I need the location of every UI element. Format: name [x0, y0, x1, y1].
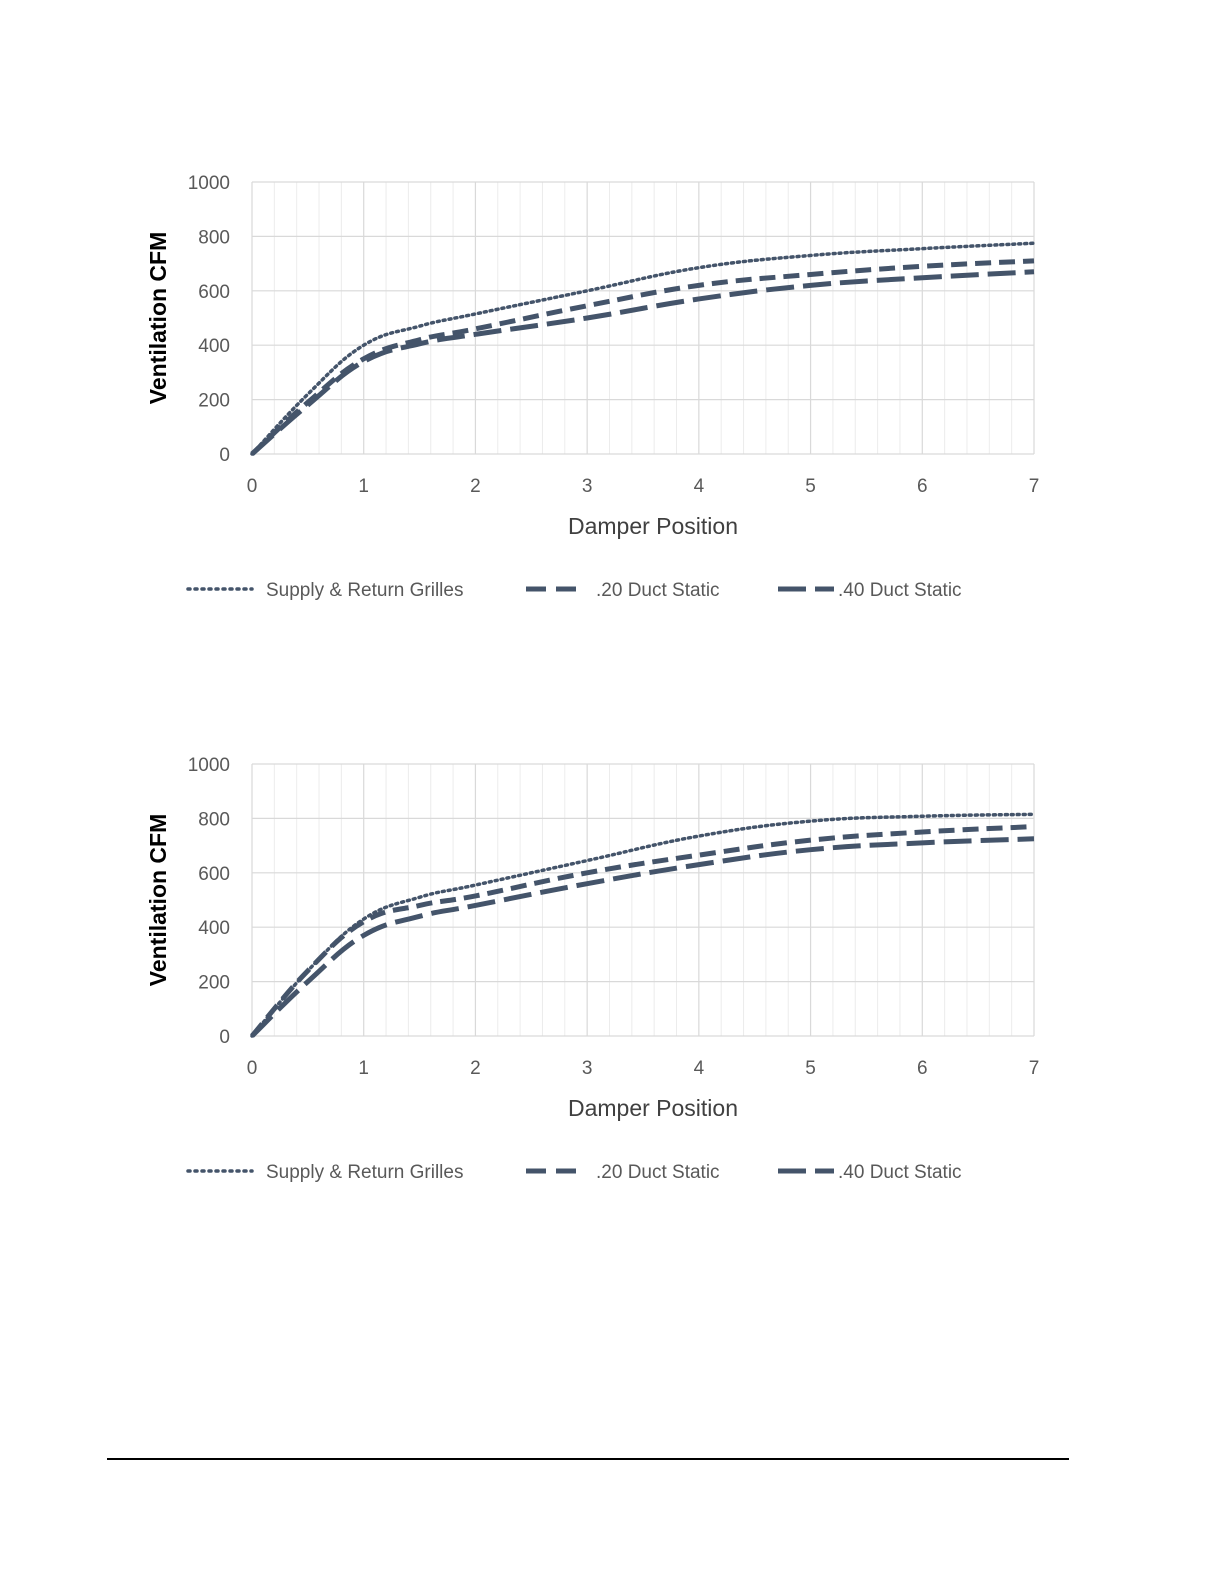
y-axis-title: Ventilation CFM — [145, 813, 171, 987]
series-line-1 — [252, 814, 1034, 1036]
chart-2-svg — [0, 722, 1224, 1282]
legend-label-1: Supply & Return Grilles — [266, 580, 464, 601]
y-tick-label: 200 — [198, 390, 230, 412]
y-axis-title: Ventilation CFM — [145, 231, 171, 405]
x-tick-label: 7 — [1028, 476, 1040, 497]
x-tick-label: 4 — [693, 476, 705, 497]
x-tick-label: 5 — [805, 476, 816, 497]
series-line-3 — [252, 272, 1034, 454]
chart-2 — [0, 722, 1224, 1282]
legend-label-1: Supply & Return Grilles — [266, 1162, 464, 1183]
x-tick-label: 0 — [246, 1058, 258, 1079]
legend-label-2: .20 Duct Static — [596, 1162, 720, 1183]
legend-label-2: .20 Duct Static — [596, 580, 720, 601]
x-axis-title: Damper Position — [567, 513, 739, 539]
y-tick-label: 400 — [198, 336, 230, 358]
y-tick-label: 0 — [219, 1027, 230, 1048]
y-tick-label: 1000 — [187, 755, 230, 776]
y-tick-label: 800 — [198, 227, 230, 249]
chart-1 — [0, 140, 1224, 700]
series-line-1 — [252, 243, 1034, 454]
x-tick-label: 3 — [581, 1058, 593, 1079]
legend-label-3: .40 Duct Static — [838, 580, 962, 601]
x-tick-label: 5 — [805, 1058, 816, 1079]
footer-rule — [107, 1458, 1069, 1460]
x-tick-label: 1 — [358, 1058, 370, 1079]
y-tick-label: 1000 — [187, 173, 230, 194]
y-tick-label: 600 — [198, 281, 230, 303]
y-tick-label: 200 — [198, 972, 230, 994]
x-tick-label: 1 — [358, 476, 370, 497]
x-axis-title: Damper Position — [567, 1095, 739, 1121]
y-tick-label: 0 — [219, 445, 230, 466]
y-tick-label: 400 — [198, 918, 230, 940]
series-line-3 — [252, 839, 1034, 1036]
x-tick-label: 6 — [916, 476, 928, 497]
x-tick-label: 2 — [470, 1058, 481, 1079]
y-tick-label: 600 — [198, 863, 230, 885]
y-tick-label: 800 — [198, 809, 230, 831]
chart-1-svg — [0, 140, 1224, 700]
x-tick-label: 7 — [1028, 1058, 1040, 1079]
x-tick-label: 4 — [693, 1058, 705, 1079]
x-tick-label: 2 — [470, 476, 481, 497]
x-tick-label: 6 — [916, 1058, 928, 1079]
x-tick-label: 3 — [581, 476, 593, 497]
legend-label-3: .40 Duct Static — [838, 1162, 962, 1183]
x-tick-label: 0 — [246, 476, 258, 497]
